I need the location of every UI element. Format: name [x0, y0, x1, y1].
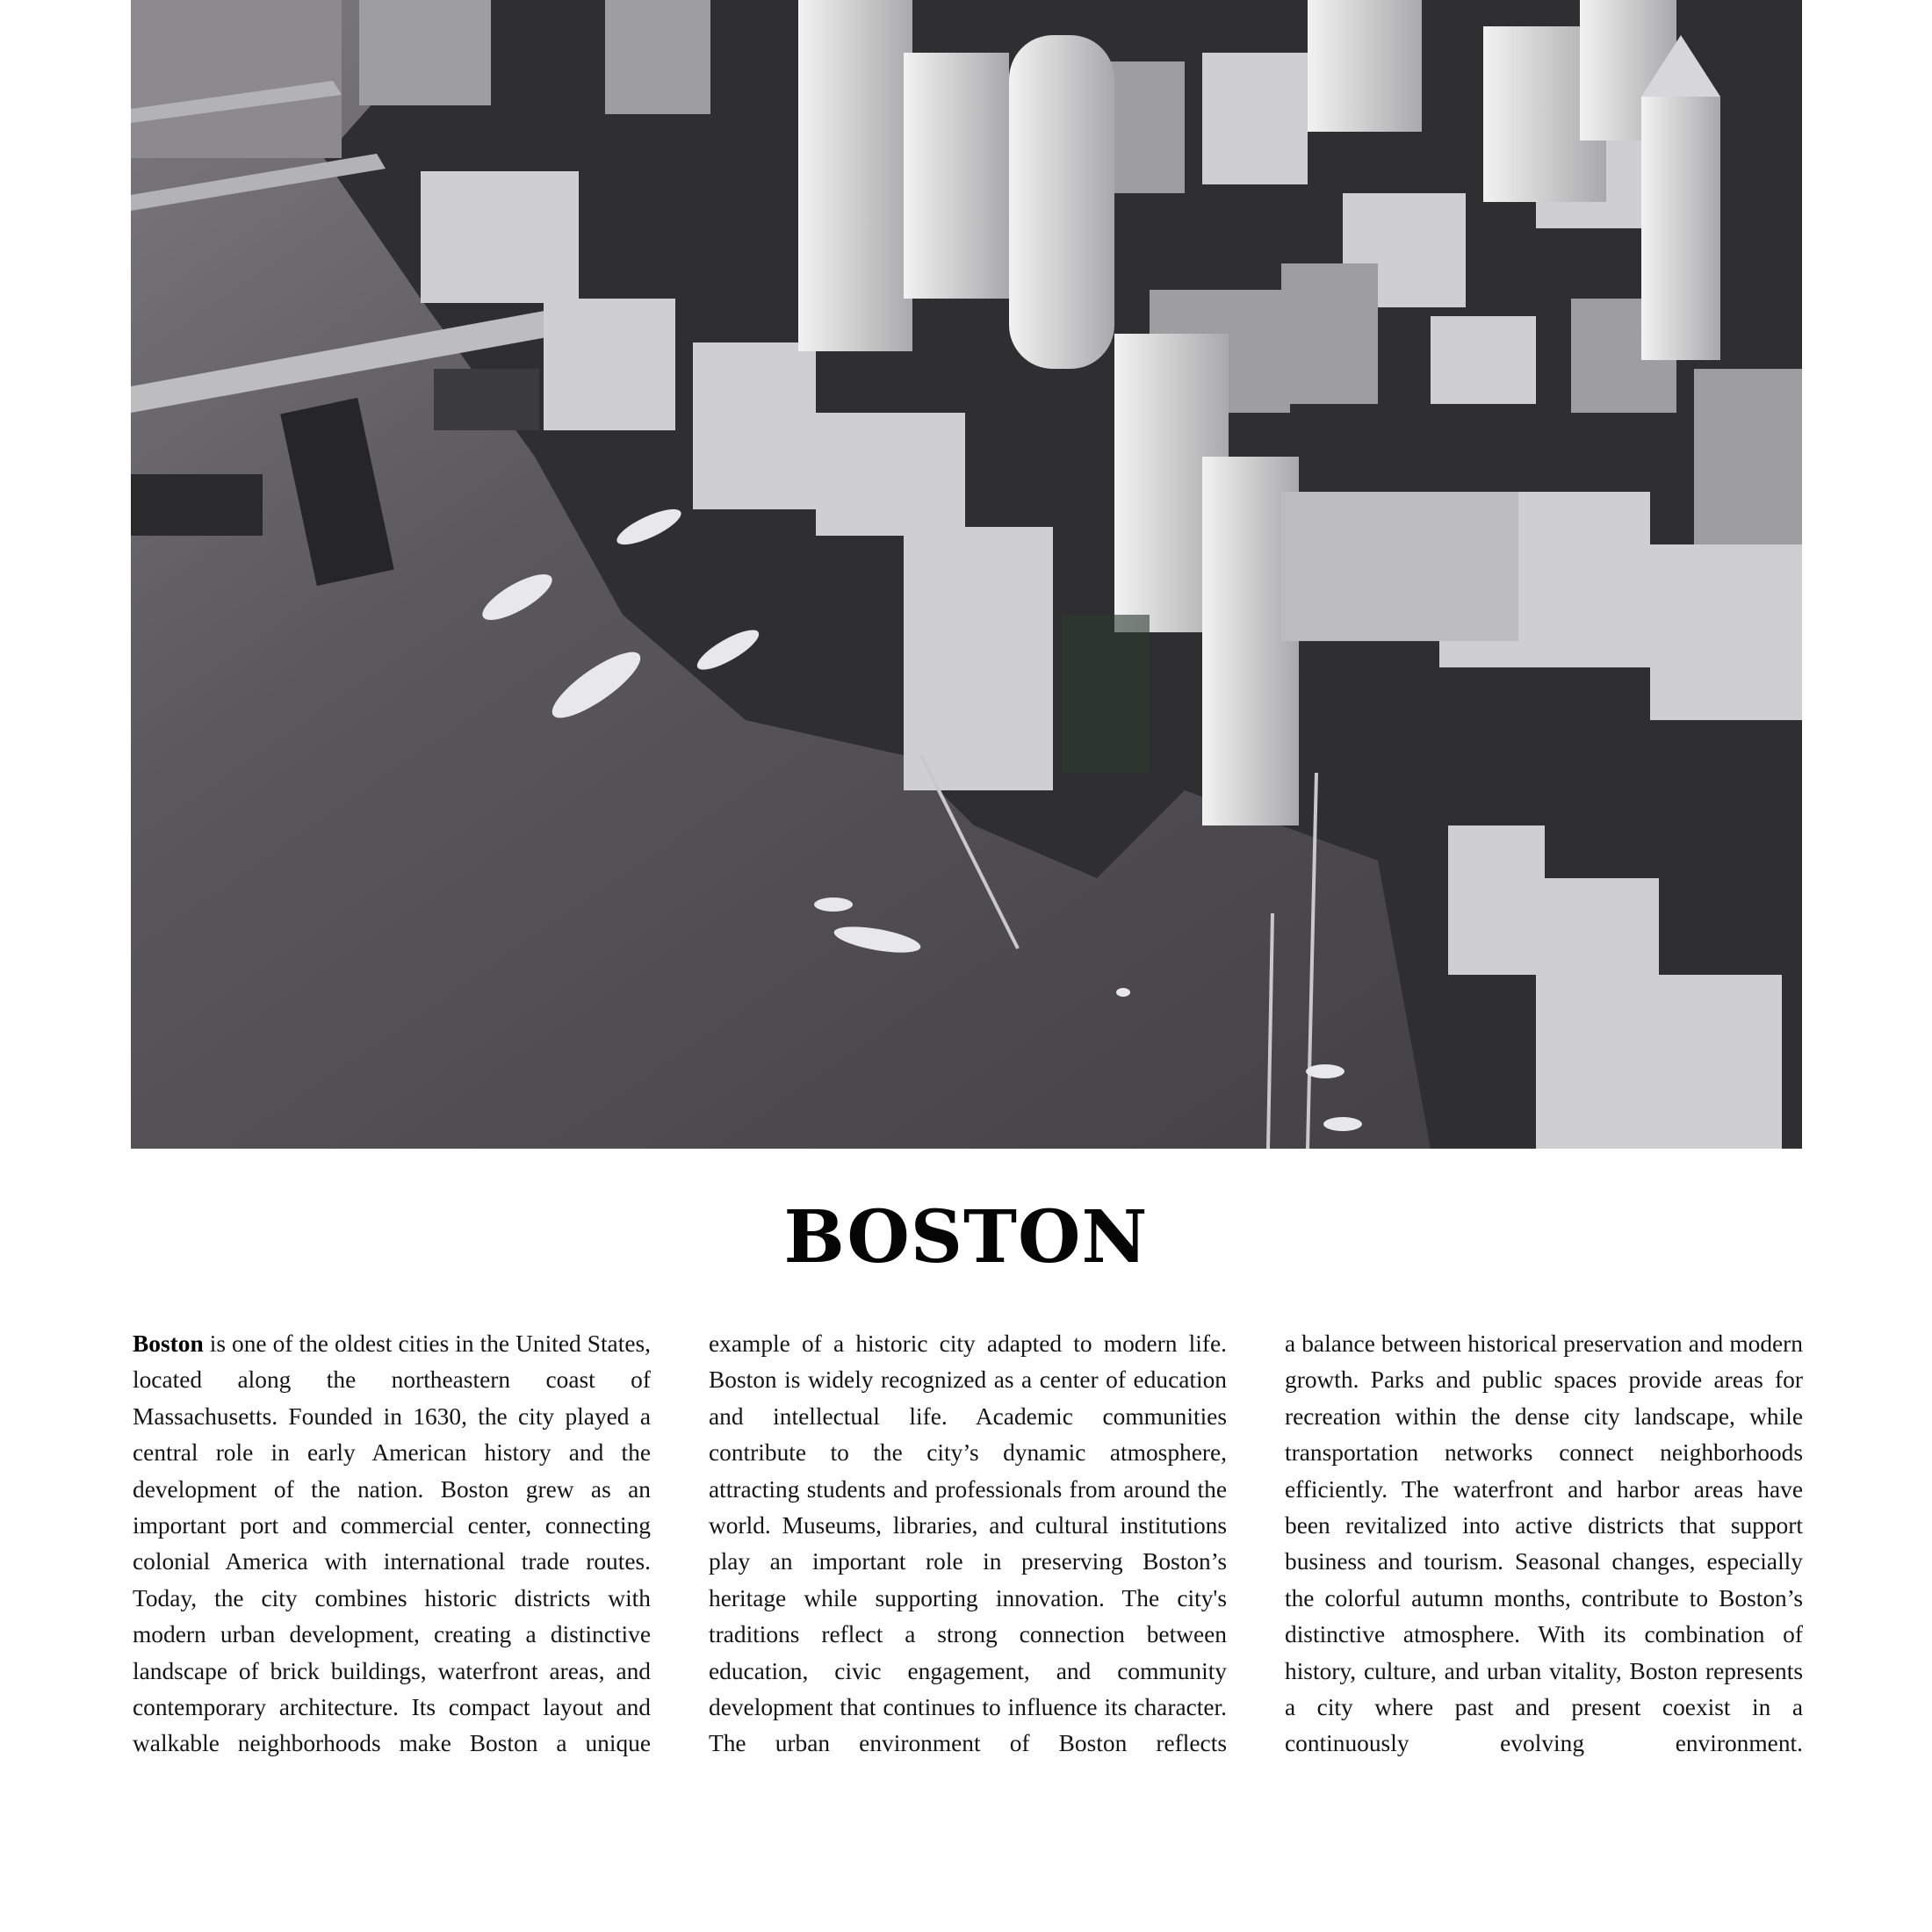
- column-text: example of a historic city adapted to modern life. Boston is widely recognized as a center of education and intellectual life. Academic communities contribute to the city’s dynamic atmosphere, attracting students and professionals from around the world. Museums, libraries, and cultural institutions play an important role in preserving Boston’s heritage while supporting innovation. The city's traditions reflect a strong connection between education, civic engagement, and community development that continues to influence its character. The urban environment of Boston reflects: [709, 1330, 1227, 1757]
- text-column-3: [1285, 1326, 1803, 1763]
- clock-tower: [1641, 97, 1720, 360]
- column-text: is one of the oldest cities in the United States, located along the northeastern coast of Massachusetts. Founded in 1630, the city played a central role in early American history and the development of the nation. Boston grew as an important port and commercial center, connecting colonial America with international trade routes. Today, the city combines historic districts with modern urban development, creating a distinctive landscape of brick buildings, waterfront areas, and contemporary architecture. Its compact layout and walkable neighborhoods make Boston a unique: [133, 1330, 651, 1757]
- hero-photo: [131, 0, 1802, 1149]
- lead-word: Boston: [133, 1330, 204, 1357]
- aerial-city-illustration: [131, 0, 1802, 1149]
- text-column-1: [133, 1326, 651, 1763]
- tower: [1308, 0, 1422, 132]
- article-body: [133, 1326, 1803, 1763]
- paragraph: [133, 1326, 651, 1763]
- tower: [1009, 35, 1114, 369]
- column-text: a balance between historical preservation and modern growth. Parks and public spaces provide areas for recreation within the dense city landscape, while transportation networks connect neighborhoods efficiently. The waterfront and harbor areas have been revitalized into active districts that support business and tourism. Seasonal changes, especially the colorful autumn months, contribute to Boston’s distinctive atmosphere. With its combination of history, culture, and urban vitality, Boston represents a city where past and present coexist in a continuously evolving environment.: [1285, 1330, 1803, 1757]
- tower: [904, 53, 1009, 299]
- tower: [798, 0, 912, 351]
- page-title: BOSTON: [783, 1195, 1149, 1280]
- text-column-2: [709, 1326, 1227, 1763]
